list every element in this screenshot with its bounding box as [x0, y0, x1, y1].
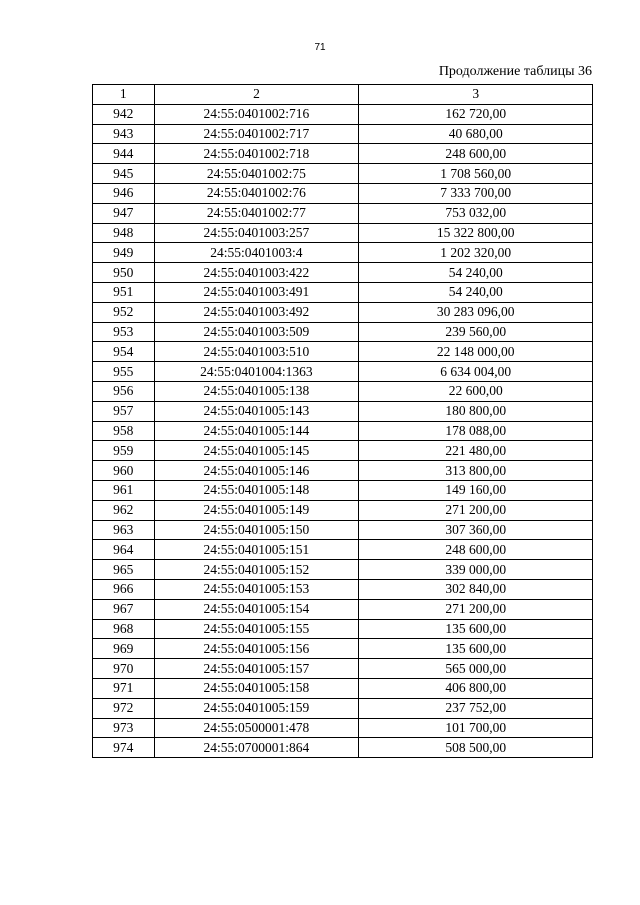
table-caption: Продолжение таблицы 36 [438, 64, 592, 79]
value-cell: 101 700,00 [359, 718, 593, 738]
table-row [93, 243, 593, 263]
table-row [93, 520, 593, 540]
table-row [93, 144, 593, 164]
value-cell: 54 240,00 [359, 263, 593, 283]
table-row [93, 441, 593, 461]
table-row [93, 698, 593, 718]
table-row [93, 461, 593, 481]
row-number-cell: 972 [93, 698, 155, 718]
value-cell: 149 160,00 [359, 480, 593, 500]
cadastral-number-cell: 24:55:0401005:143 [154, 401, 359, 421]
cadastral-number-cell: 24:55:0401003:510 [154, 342, 359, 362]
row-number-cell: 971 [93, 678, 155, 698]
column-header-1: 1 [93, 85, 155, 105]
value-cell: 753 032,00 [359, 203, 593, 223]
table-row [93, 480, 593, 500]
row-number-cell: 964 [93, 540, 155, 560]
cadastral-number-cell: 24:55:0401005:158 [154, 678, 359, 698]
cadastral-number-cell: 24:55:0401005:157 [154, 659, 359, 679]
table-row [93, 203, 593, 223]
value-cell: 54 240,00 [359, 282, 593, 302]
value-cell: 237 752,00 [359, 698, 593, 718]
table-row [93, 124, 593, 144]
row-number-cell: 944 [93, 144, 155, 164]
value-cell: 40 680,00 [359, 124, 593, 144]
cadastral-number-cell: 24:55:0401005:149 [154, 500, 359, 520]
value-cell: 7 333 700,00 [359, 183, 593, 203]
table-row [93, 302, 593, 322]
table-row [93, 322, 593, 342]
value-cell: 221 480,00 [359, 441, 593, 461]
row-number-cell: 968 [93, 619, 155, 639]
table-row [93, 164, 593, 184]
data-table [92, 84, 593, 758]
row-number-cell: 959 [93, 441, 155, 461]
cadastral-number-cell: 24:55:0401005:152 [154, 560, 359, 580]
row-number-cell: 943 [93, 124, 155, 144]
cadastral-number-cell: 24:55:0401003:422 [154, 263, 359, 283]
table-row [93, 599, 593, 619]
row-number-cell: 950 [93, 263, 155, 283]
value-cell: 30 283 096,00 [359, 302, 593, 322]
row-number-cell: 965 [93, 560, 155, 580]
row-number-cell: 942 [93, 104, 155, 124]
value-cell: 339 000,00 [359, 560, 593, 580]
table-row [93, 659, 593, 679]
cadastral-number-cell: 24:55:0401005:156 [154, 639, 359, 659]
cadastral-number-cell: 24:55:0401005:144 [154, 421, 359, 441]
cadastral-number-cell: 24:55:0401002:77 [154, 203, 359, 223]
value-cell: 406 800,00 [359, 678, 593, 698]
row-number-cell: 951 [93, 282, 155, 302]
value-cell: 302 840,00 [359, 579, 593, 599]
cadastral-number-cell: 24:55:0401003:4 [154, 243, 359, 263]
row-number-cell: 946 [93, 183, 155, 203]
cadastral-number-cell: 24:55:0401002:718 [154, 144, 359, 164]
row-number-cell: 967 [93, 599, 155, 619]
row-number-cell: 945 [93, 164, 155, 184]
value-cell: 307 360,00 [359, 520, 593, 540]
column-header-3: 3 [359, 85, 593, 105]
cadastral-number-cell: 24:55:0401004:1363 [154, 362, 359, 382]
value-cell: 1 708 560,00 [359, 164, 593, 184]
cadastral-number-cell: 24:55:0401005:148 [154, 480, 359, 500]
cadastral-number-cell: 24:55:0401005:151 [154, 540, 359, 560]
cadastral-number-cell: 24:55:0401002:75 [154, 164, 359, 184]
value-cell: 180 800,00 [359, 401, 593, 421]
value-cell: 313 800,00 [359, 461, 593, 481]
value-cell: 162 720,00 [359, 104, 593, 124]
cadastral-number-cell: 24:55:0700001:864 [154, 738, 359, 758]
value-cell: 135 600,00 [359, 619, 593, 639]
table-row [93, 183, 593, 203]
cadastral-number-cell: 24:55:0401005:138 [154, 381, 359, 401]
table-row [93, 282, 593, 302]
cadastral-number-cell: 24:55:0401003:491 [154, 282, 359, 302]
table-row [93, 540, 593, 560]
row-number-cell: 960 [93, 461, 155, 481]
table-row [93, 560, 593, 580]
table-row [93, 342, 593, 362]
row-number-cell: 953 [93, 322, 155, 342]
row-number-cell: 963 [93, 520, 155, 540]
row-number-cell: 969 [93, 639, 155, 659]
row-number-cell: 973 [93, 718, 155, 738]
table-row [93, 421, 593, 441]
cadastral-number-cell: 24:55:0401005:145 [154, 441, 359, 461]
page-number: 71 [314, 42, 326, 53]
row-number-cell: 952 [93, 302, 155, 322]
table-row [93, 738, 593, 758]
value-cell: 508 500,00 [359, 738, 593, 758]
table-row [93, 263, 593, 283]
value-cell: 22 600,00 [359, 381, 593, 401]
cadastral-number-cell: 24:55:0401005:150 [154, 520, 359, 540]
value-cell: 22 148 000,00 [359, 342, 593, 362]
value-cell: 248 600,00 [359, 540, 593, 560]
value-cell: 271 200,00 [359, 599, 593, 619]
cadastral-number-cell: 24:55:0401005:154 [154, 599, 359, 619]
cadastral-number-cell: 24:55:0401003:509 [154, 322, 359, 342]
table-row [93, 579, 593, 599]
row-number-cell: 970 [93, 659, 155, 679]
cadastral-number-cell: 24:55:0401003:492 [154, 302, 359, 322]
row-number-cell: 958 [93, 421, 155, 441]
cadastral-number-cell: 24:55:0401005:146 [154, 461, 359, 481]
row-number-cell: 957 [93, 401, 155, 421]
cadastral-number-cell: 24:55:0401003:257 [154, 223, 359, 243]
table-row [93, 678, 593, 698]
cadastral-number-cell: 24:55:0401005:153 [154, 579, 359, 599]
cadastral-number-cell: 24:55:0401002:76 [154, 183, 359, 203]
row-number-cell: 966 [93, 579, 155, 599]
row-number-cell: 954 [93, 342, 155, 362]
table-row [93, 104, 593, 124]
column-header-2: 2 [154, 85, 359, 105]
cadastral-number-cell: 24:55:0500001:478 [154, 718, 359, 738]
value-cell: 15 322 800,00 [359, 223, 593, 243]
row-number-cell: 947 [93, 203, 155, 223]
cadastral-number-cell: 24:55:0401002:717 [154, 124, 359, 144]
row-number-cell: 949 [93, 243, 155, 263]
row-number-cell: 955 [93, 362, 155, 382]
row-number-cell: 948 [93, 223, 155, 243]
value-cell: 1 202 320,00 [359, 243, 593, 263]
row-number-cell: 974 [93, 738, 155, 758]
table-row [93, 718, 593, 738]
table-row [93, 401, 593, 421]
cadastral-number-cell: 24:55:0401005:159 [154, 698, 359, 718]
value-cell: 248 600,00 [359, 144, 593, 164]
row-number-cell: 961 [93, 480, 155, 500]
value-cell: 6 634 004,00 [359, 362, 593, 382]
table-row [93, 500, 593, 520]
table-row [93, 619, 593, 639]
value-cell: 271 200,00 [359, 500, 593, 520]
table-row [93, 639, 593, 659]
table-row [93, 381, 593, 401]
table-row [93, 223, 593, 243]
cadastral-number-cell: 24:55:0401005:155 [154, 619, 359, 639]
row-number-cell: 962 [93, 500, 155, 520]
value-cell: 239 560,00 [359, 322, 593, 342]
value-cell: 135 600,00 [359, 639, 593, 659]
table-row [93, 362, 593, 382]
cadastral-number-cell: 24:55:0401002:716 [154, 104, 359, 124]
table-header-row [93, 85, 593, 105]
table-body [93, 104, 593, 757]
value-cell: 565 000,00 [359, 659, 593, 679]
row-number-cell: 956 [93, 381, 155, 401]
value-cell: 178 088,00 [359, 421, 593, 441]
